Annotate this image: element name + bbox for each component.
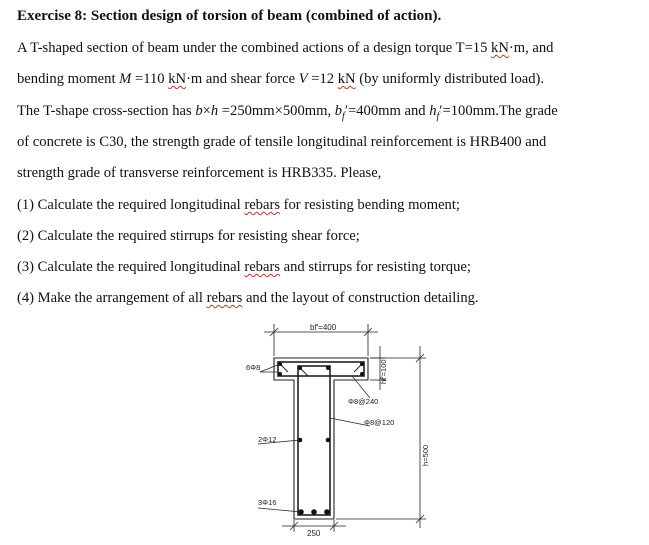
dim-label-b: 250 xyxy=(307,529,321,538)
paragraph-line-1: A T-shaped section of beam under the combined actions of a design torque T=15 kN·m, and xyxy=(17,40,554,56)
paragraph-line-4: of concrete is C30, the strength grade of tensile longitudinal reinforcement is HRB400 and xyxy=(17,134,547,150)
bottom-bar xyxy=(324,509,330,515)
task-item-1: (1) Calculate the required longitudinal rebars for resisting bending moment; xyxy=(17,197,460,213)
task-item-4: (4) Make the arrangement of all rebars and the layout of construction detailing. xyxy=(17,290,479,306)
flange-stirrup xyxy=(278,362,364,376)
top-bar xyxy=(298,366,302,370)
web-stirrup xyxy=(298,366,330,515)
dim-label-bf: bf′=400 xyxy=(310,323,337,332)
bottom-bar xyxy=(311,509,317,515)
exercise-title: Exercise 8: Section design of torsion of beam (combined of action). xyxy=(17,8,442,24)
top-bar xyxy=(360,362,364,366)
t-section-figure xyxy=(230,318,445,540)
label-bottom-bars: 3Φ16 xyxy=(258,498,277,507)
top-bar xyxy=(326,366,330,370)
paragraph-line-5: strength grade of transverse reinforcement is HRB335. Please, xyxy=(17,165,382,181)
task-item-2: (2) Calculate the required stirrups for resisting shear force; xyxy=(17,228,360,244)
label-side-bars: 2Φ12 xyxy=(258,435,277,444)
label-stirrup-flange: Φ8@240 xyxy=(348,397,379,406)
side-bar xyxy=(326,438,331,443)
label-top-bars: 6Φ8 xyxy=(246,363,261,372)
paragraph-line-2: bending moment M =110 kN·m and shear force V =12 kN (by uniformly distributed load). xyxy=(17,71,545,87)
top-bar xyxy=(360,372,364,376)
task-item-3: (3) Calculate the required longitudinal rebars and stirrups for resisting torque; xyxy=(17,259,471,275)
dim-label-hf: hf′=100 xyxy=(379,359,388,384)
paragraph-line-3: The T-shape cross-section has b×h =250mm×500mm, $b_f'=400mm$ and $h_f'=100mm.The$ grade xyxy=(17,103,558,122)
top-bar xyxy=(278,372,282,376)
label-stirrup-web: Φ8@120 xyxy=(364,418,395,427)
section-outline xyxy=(274,358,368,519)
dim-label-h: h=500 xyxy=(421,444,430,466)
